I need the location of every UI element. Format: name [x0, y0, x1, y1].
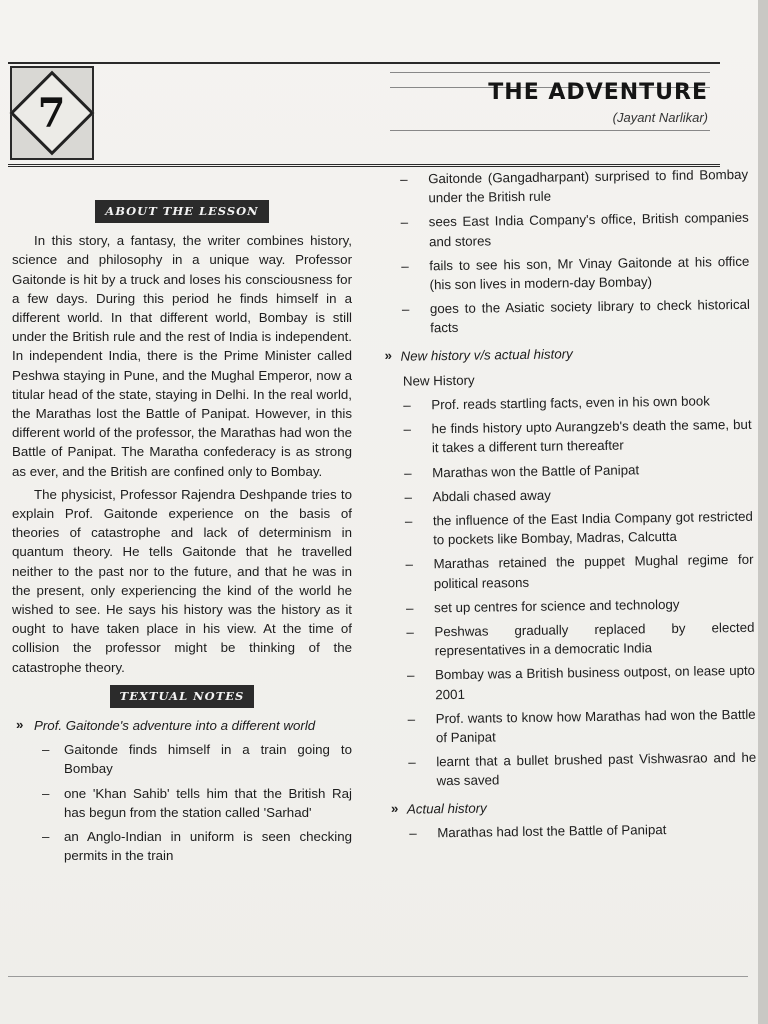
textual-notes-label: TEXTUAL NOTES [110, 685, 255, 708]
list-item: – Gaitonde finds himself in a train going to Bombay [12, 740, 352, 778]
list-item: – learnt that a bullet brushed past Vishwasrao and he was saved [386, 748, 757, 792]
list-item: – Bombay was a British business outpost, on lease upto 2001 [385, 661, 756, 705]
chapter-author: (Jayant Narlikar) [612, 110, 708, 125]
list-item: – Abdali chased away [382, 483, 752, 507]
notes-heading-adventure: » Prof. Gaitonde's adventure into a different world [12, 716, 352, 735]
about-paragraph-2: The physicist, Professor Rajendra Deshpande tries to explain Prof. Gaitonde experience on the basis of theories of catastrophe and lack of determinism in quantum theory. He tells Gaitonde that he travelled neither to the past nor to the future, and that he was in the present, only experiencing the kind of the world he wished to see. He says his history was the history as it ought to have taken place in his view. At the time of collision the professor might be thinking of the catastrophe theory. [12, 486, 352, 675]
list-item: – goes to the Asiatic society library to check historical facts [380, 295, 751, 339]
chapter-title: THE ADVENTURE [488, 80, 708, 105]
list-item: – fails to see his son, Mr Vinay Gaitonde at his office (his son lives in modern-day Bombay) [379, 252, 750, 296]
list-item: – Peshwas gradually replaced by elected representatives in a democratic India [384, 618, 755, 662]
chapter-number-badge [10, 66, 94, 160]
list-item: – he finds history upto Aurangzeb's death the same, but it takes a different turn thereafter [381, 415, 752, 459]
list-item: – Prof. wants to know how Marathas had won the Battle of Panipat [386, 705, 757, 749]
page-edge [758, 0, 768, 1024]
chapter-number: 7 [38, 89, 66, 137]
notes-list-right [378, 165, 757, 843]
about-paragraph-1: In this story, a fantasy, the writer combines history, science and philosophy in a unique way. Professor Gaitonde is hit by a truck and loses his consciousness for a few days. During this period he finds himself in a different world. In that different world, Bombay is still under the British rule and the rest of India is independent. In independent India, there is the Prime Minister called Peshwa staying in Pune, and the Mughal Emperor, now a titular head of the state, staying in Delhi. In the real world, the Marathas lost the Battle of Panipat. However, in this different world of the professor, the Marathas had won the Battle of Panipat. The Maratha confederacy is as strong as ever, and the British are confined only to Bombay. [12, 233, 352, 479]
notes-list-left [12, 716, 352, 865]
list-item: – set up centres for science and technology [384, 594, 754, 618]
page-bottom-rule [8, 976, 748, 977]
list-item: – one 'Khan Sahib' tells him that the British Raj has begun from the station called 'Sarhad' [12, 784, 352, 822]
chapter-number-frame [10, 71, 95, 156]
notes-subheading-new-history: New History [402, 372, 475, 389]
author-rule [390, 130, 710, 131]
notes-heading-new-vs-actual: » New history v/s actual history [380, 341, 750, 365]
list-item: – Marathas retained the puppet Mughal regime for political reasons [383, 550, 754, 594]
list-item: – Prof. reads startling facts, even in his own book [381, 391, 751, 415]
notes-heading-actual-history: » Actual history [387, 794, 757, 818]
list-item: – sees East India Company's office, British companies and stores [379, 208, 750, 252]
about-lesson-label: ABOUT THE LESSON [95, 200, 268, 223]
list-item: – Marathas had lost the Battle of Panipat [387, 819, 757, 843]
list-item: – Gaitonde (Gangadharpant) surprised to find Bombay under the British rule [378, 165, 749, 209]
list-item: – the influence of the East India Company got restricted to pockets like Bombay, Madras, Calcutta [383, 507, 754, 551]
left-column [12, 200, 352, 866]
right-column [378, 165, 757, 843]
list-item: – an Anglo-Indian in uniform is seen checking permits in the train [12, 827, 352, 865]
list-item: – Marathas won the Battle of Panipat [382, 458, 752, 482]
